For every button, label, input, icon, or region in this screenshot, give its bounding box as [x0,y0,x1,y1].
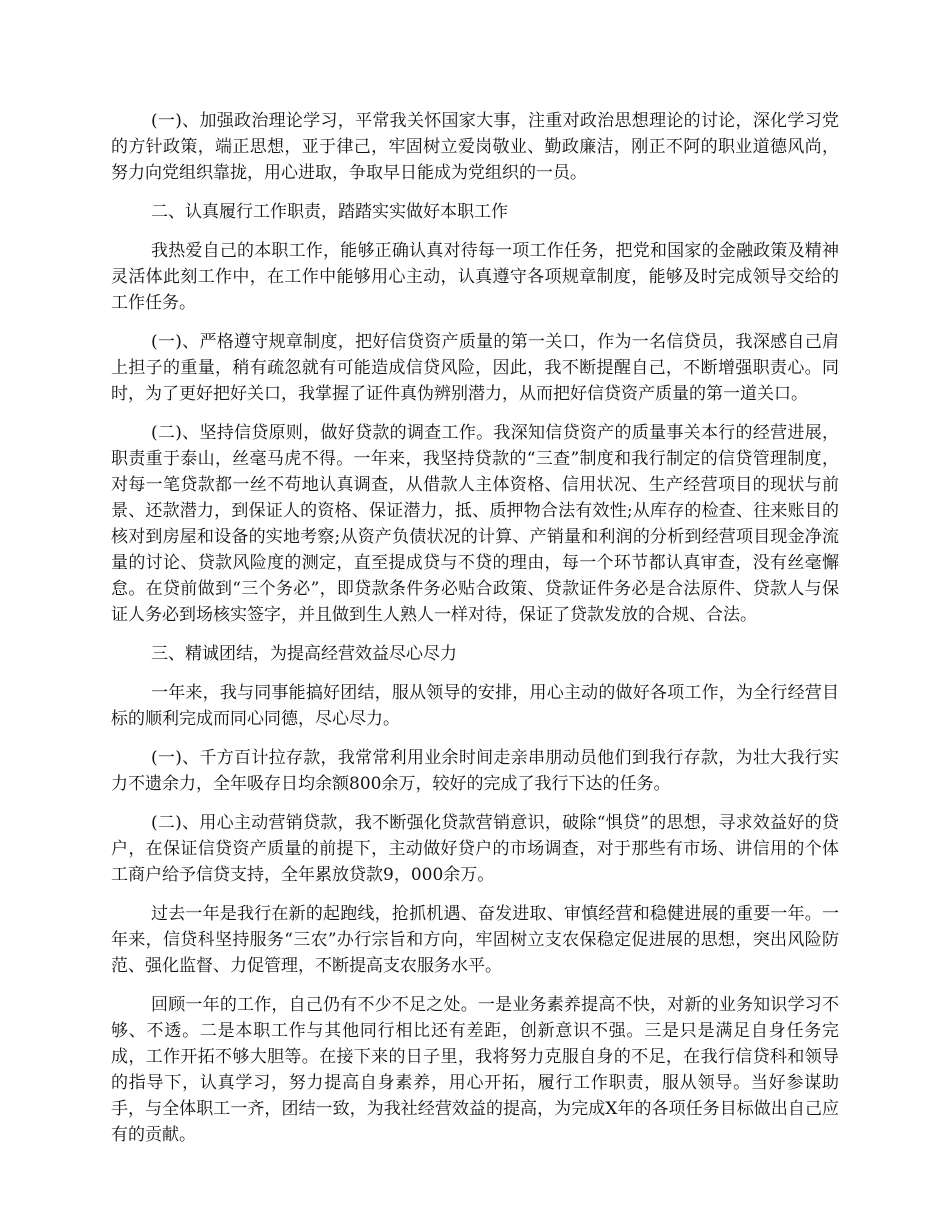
paragraph: 一年来，我与同事能搞好团结，服从领导的安排，用心主动的做好各项工作，为全行经营目标的顺利完成而同心同德，尽心尽力。 [111,683,839,729]
paragraph: 回顾一年的工作，自己仍有不少不足之处。一是业务素养提高不快，对新的业务知识学习不够、不透。二是本职工作与其他同行相比还有差距，创新意识不强。三是只是满足自身任务完成，工作开拓不够大胆等。在接下来的日子里，我将努力克服自身的不足，在我行信贷科和领导的指导下，认真学习，努力提高自身素养，用心开拓，履行工作职责，服从领导。当好参谋助手，与全体职工一齐，团结一致，为我社经营效益的提高，为完成X年的各项任务目标做出自己应有的贡献。 [111,995,839,1145]
document-body [111,108,839,1161]
paragraph: 我热爱自己的本职工作，能够正确认真对待每一项工作任务，把党和国家的金融政策及精神灵活体此刻工作中，在工作中能够用心主动，认真遵守各项规章制度，能够及时完成领导交给的工作任务。 [111,241,839,313]
section-heading: 三、精诚团结，为提高经营效益尽心尽力 [151,644,457,664]
paragraph: (二)、用心主动营销贷款，我不断强化贷款营销意识，破除“惧贷”的思想，寻求效益好的贷户，在保证信贷资产质量的前提下，主动做好贷户的市场调查，对于那些有市场、讲信用的个体工商户给予信贷支持，全年累放贷款9，000余万。 [111,813,839,885]
section-heading: 二、认真履行工作职责，踏踏实实做好本职工作 [151,202,508,222]
paragraph: (一)、加强政治理论学习，平常我关怀国家大事，注重对政治思想理论的讨论，深化学习党的方针政策，端正思想，亚于律己，牢固树立爱岗敬业、勤政廉洁，刚正不阿的职业道德风尚，努力向党组织靠拢，用心进取，争取早日能成为党组织的一员。 [111,111,839,183]
paragraph: 过去一年是我行在新的起跑线，抢抓机遇、奋发进取、审慎经营和稳健进展的重要一年。一年来，信贷科坚持服务“三农”办行宗旨和方向，牢固树立支农保稳定促进展的思想，突出风险防范、强化监督、力促管理，不断提高支农服务水平。 [111,904,839,976]
paragraph: (二)、坚持信贷原则，做好贷款的调查工作。我深知信贷资产的质量事关本行的经营进展，职责重于泰山，丝毫马虎不得。一年来，我坚持贷款的“三查”制度和我行制定的信贷管理制度，对每一笔贷款都一丝不苟地认真调查，从借款人主体资格、信用状况、生产经营项目的现状与前景、还款潜力，到保证人的资格、保证潜力，抵、质押物合法有效性;从库存的检查、往来账目的核对到房屋和设备的实地考察;从资产负债状况的计算、产销量和利润的分析到经营项目现金净流量的讨论、贷款风险度的测定，直至提成贷与不贷的理由，每一个环节都认真审查，没有丝毫懈怠。在贷前做到“三个务必”，即贷款条件务必贴合政策、贷款证件务必是合法原件、贷款人与保证人务必到场核实签字，并且做到生人熟人一样对待，保证了贷款发放的合规、合法。 [111,423,839,625]
paragraph: (一)、严格遵守规章制度，把好信贷资产质量的第一关口，作为一名信贷员，我深感自己肩上担子的重量，稍有疏忽就有可能造成信贷风险，因此，我不断提醒自己，不断增强职责心。同时，为了更好把好关口，我掌握了证件真伪辨别潜力，从而把好信贷资产质量的第一道关口。 [111,332,839,404]
paragraph: (一)、千方百计拉存款，我常常利用业余时间走亲串朋动员他们到我行存款，为壮大我行实力不遗余力，全年吸存日均余额800余万，较好的完成了我行下达的任务。 [111,748,839,794]
